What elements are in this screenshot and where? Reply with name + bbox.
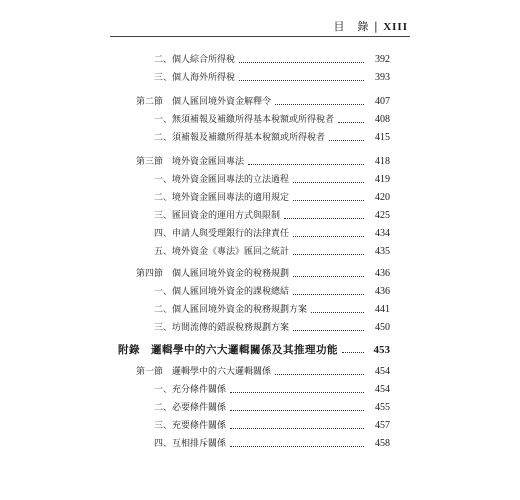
toc-entry-page: 436 [375, 286, 390, 297]
toc-entry-page: 420 [375, 192, 390, 203]
toc-entry-label: 四、互相排斥關係 [154, 439, 227, 449]
toc-entry-page: 453 [373, 344, 390, 356]
toc-entry-page: 407 [375, 96, 390, 107]
toc-entry-page: 455 [375, 402, 390, 413]
dot-leader [338, 121, 364, 123]
toc-entry-label: 第四節 個人匯回境外資金的稅務規劃 [136, 269, 290, 279]
toc-entry-page: 450 [375, 322, 390, 333]
toc-entry-label: 一、境外資金匯回專法的立法過程 [154, 175, 290, 185]
toc-entry-label: 第三節 境外資金匯回專法 [136, 157, 245, 167]
toc-entry-page: 457 [375, 420, 390, 431]
dot-leader [342, 351, 364, 353]
toc-entry [154, 186, 390, 204]
dot-leader [230, 427, 364, 429]
toc-entry-label: 三、個人海外所得稅 [154, 73, 236, 83]
toc-entry [154, 168, 390, 186]
dot-leader [293, 293, 364, 295]
dot-leader [293, 329, 364, 331]
toc-entry [154, 280, 390, 298]
dot-leader [329, 139, 364, 141]
toc-entry-label: 三、充要條件關係 [154, 421, 227, 431]
dot-leader [311, 311, 364, 313]
toc-entry-page: 441 [375, 304, 390, 315]
dot-leader [239, 79, 364, 81]
toc-entry-page: 454 [375, 384, 390, 395]
dot-leader [230, 391, 364, 393]
toc-entry-page: 435 [375, 246, 390, 257]
dot-leader [239, 61, 364, 63]
header-separator: | [373, 20, 379, 33]
toc-entry-label: 第二節 個人匯回境外資金解釋令 [136, 97, 272, 107]
toc-entry-page: 425 [375, 210, 390, 221]
toc-entry-label: 一、無須補報及補繳所得基本稅額或所得稅者 [154, 115, 335, 125]
dot-leader [248, 163, 364, 165]
toc-entry-page: 419 [375, 174, 390, 185]
toc-entry [154, 396, 390, 414]
toc-section-heading [136, 90, 390, 108]
toc-entry [154, 414, 390, 432]
toc-entry-page: 393 [375, 72, 390, 83]
toc-entry-page: 408 [375, 114, 390, 125]
dot-leader [293, 235, 364, 237]
header-title: 目 錄 [333, 20, 370, 33]
toc-entry [154, 222, 390, 240]
toc-entry [154, 204, 390, 222]
toc-section-heading [136, 150, 390, 168]
toc-entry [154, 240, 390, 258]
toc-entry-page: 454 [375, 366, 390, 377]
toc-entry-label: 二、必要條件關係 [154, 403, 227, 413]
toc-entry-label: 三、匯回資金的運用方式與限制 [154, 211, 281, 221]
toc-section-heading [136, 262, 390, 280]
toc-entry-label: 附錄 邏輯學中的六大邏輯關係及其推理功能 [118, 344, 338, 356]
toc-entry [154, 108, 390, 126]
toc-entry-label: 三、坊間流傳的錯誤稅務規劃方案 [154, 323, 290, 333]
dot-leader [275, 103, 364, 105]
dot-leader [293, 253, 364, 255]
toc-entry [154, 66, 390, 84]
dot-leader [284, 217, 364, 219]
toc-entry-page: 458 [375, 438, 390, 449]
toc-entry-label: 一、充分條件關係 [154, 385, 227, 395]
toc-entry-page: 392 [375, 54, 390, 65]
toc-entry-label: 四、申請人與受理銀行的法律責任 [154, 229, 290, 239]
toc-entry-label: 第一節 邏輯學中的六大邏輯關係 [136, 367, 272, 377]
toc-entry-label: 二、個人匯回境外資金的稅務規劃方案 [154, 305, 308, 315]
dot-leader [230, 409, 364, 411]
toc-entry-page: 415 [375, 132, 390, 143]
toc-entry [154, 48, 390, 66]
toc-entry-label: 二、須補報及補繳所得基本稅額或所得稅者 [154, 133, 326, 143]
dot-leader [230, 445, 364, 447]
header-rule [110, 36, 410, 37]
toc-entry-label: 一、個人匯回境外資金的課稅總結 [154, 287, 290, 297]
toc-entry-page: 436 [375, 268, 390, 279]
running-header [333, 18, 408, 34]
toc-appendix-heading [118, 338, 390, 356]
toc-entry [154, 298, 390, 316]
header-page-number: XIII [383, 21, 408, 33]
dot-leader [293, 199, 364, 201]
toc-entry [154, 432, 390, 450]
toc-entry-page: 434 [375, 228, 390, 239]
dot-leader [275, 373, 364, 375]
toc-entry-page: 418 [375, 156, 390, 167]
dot-leader [293, 275, 364, 277]
toc-entry [154, 126, 390, 144]
toc-entry-label: 五、境外資金《專法》匯回之統計 [154, 247, 290, 257]
toc-entry-label: 二、境外資金匯回專法的適用規定 [154, 193, 290, 203]
toc-entry [154, 316, 390, 334]
toc-entry-label: 二、個人綜合所得稅 [154, 55, 236, 65]
toc-entry [154, 378, 390, 396]
dot-leader [293, 181, 364, 183]
toc-section-heading [136, 360, 390, 378]
